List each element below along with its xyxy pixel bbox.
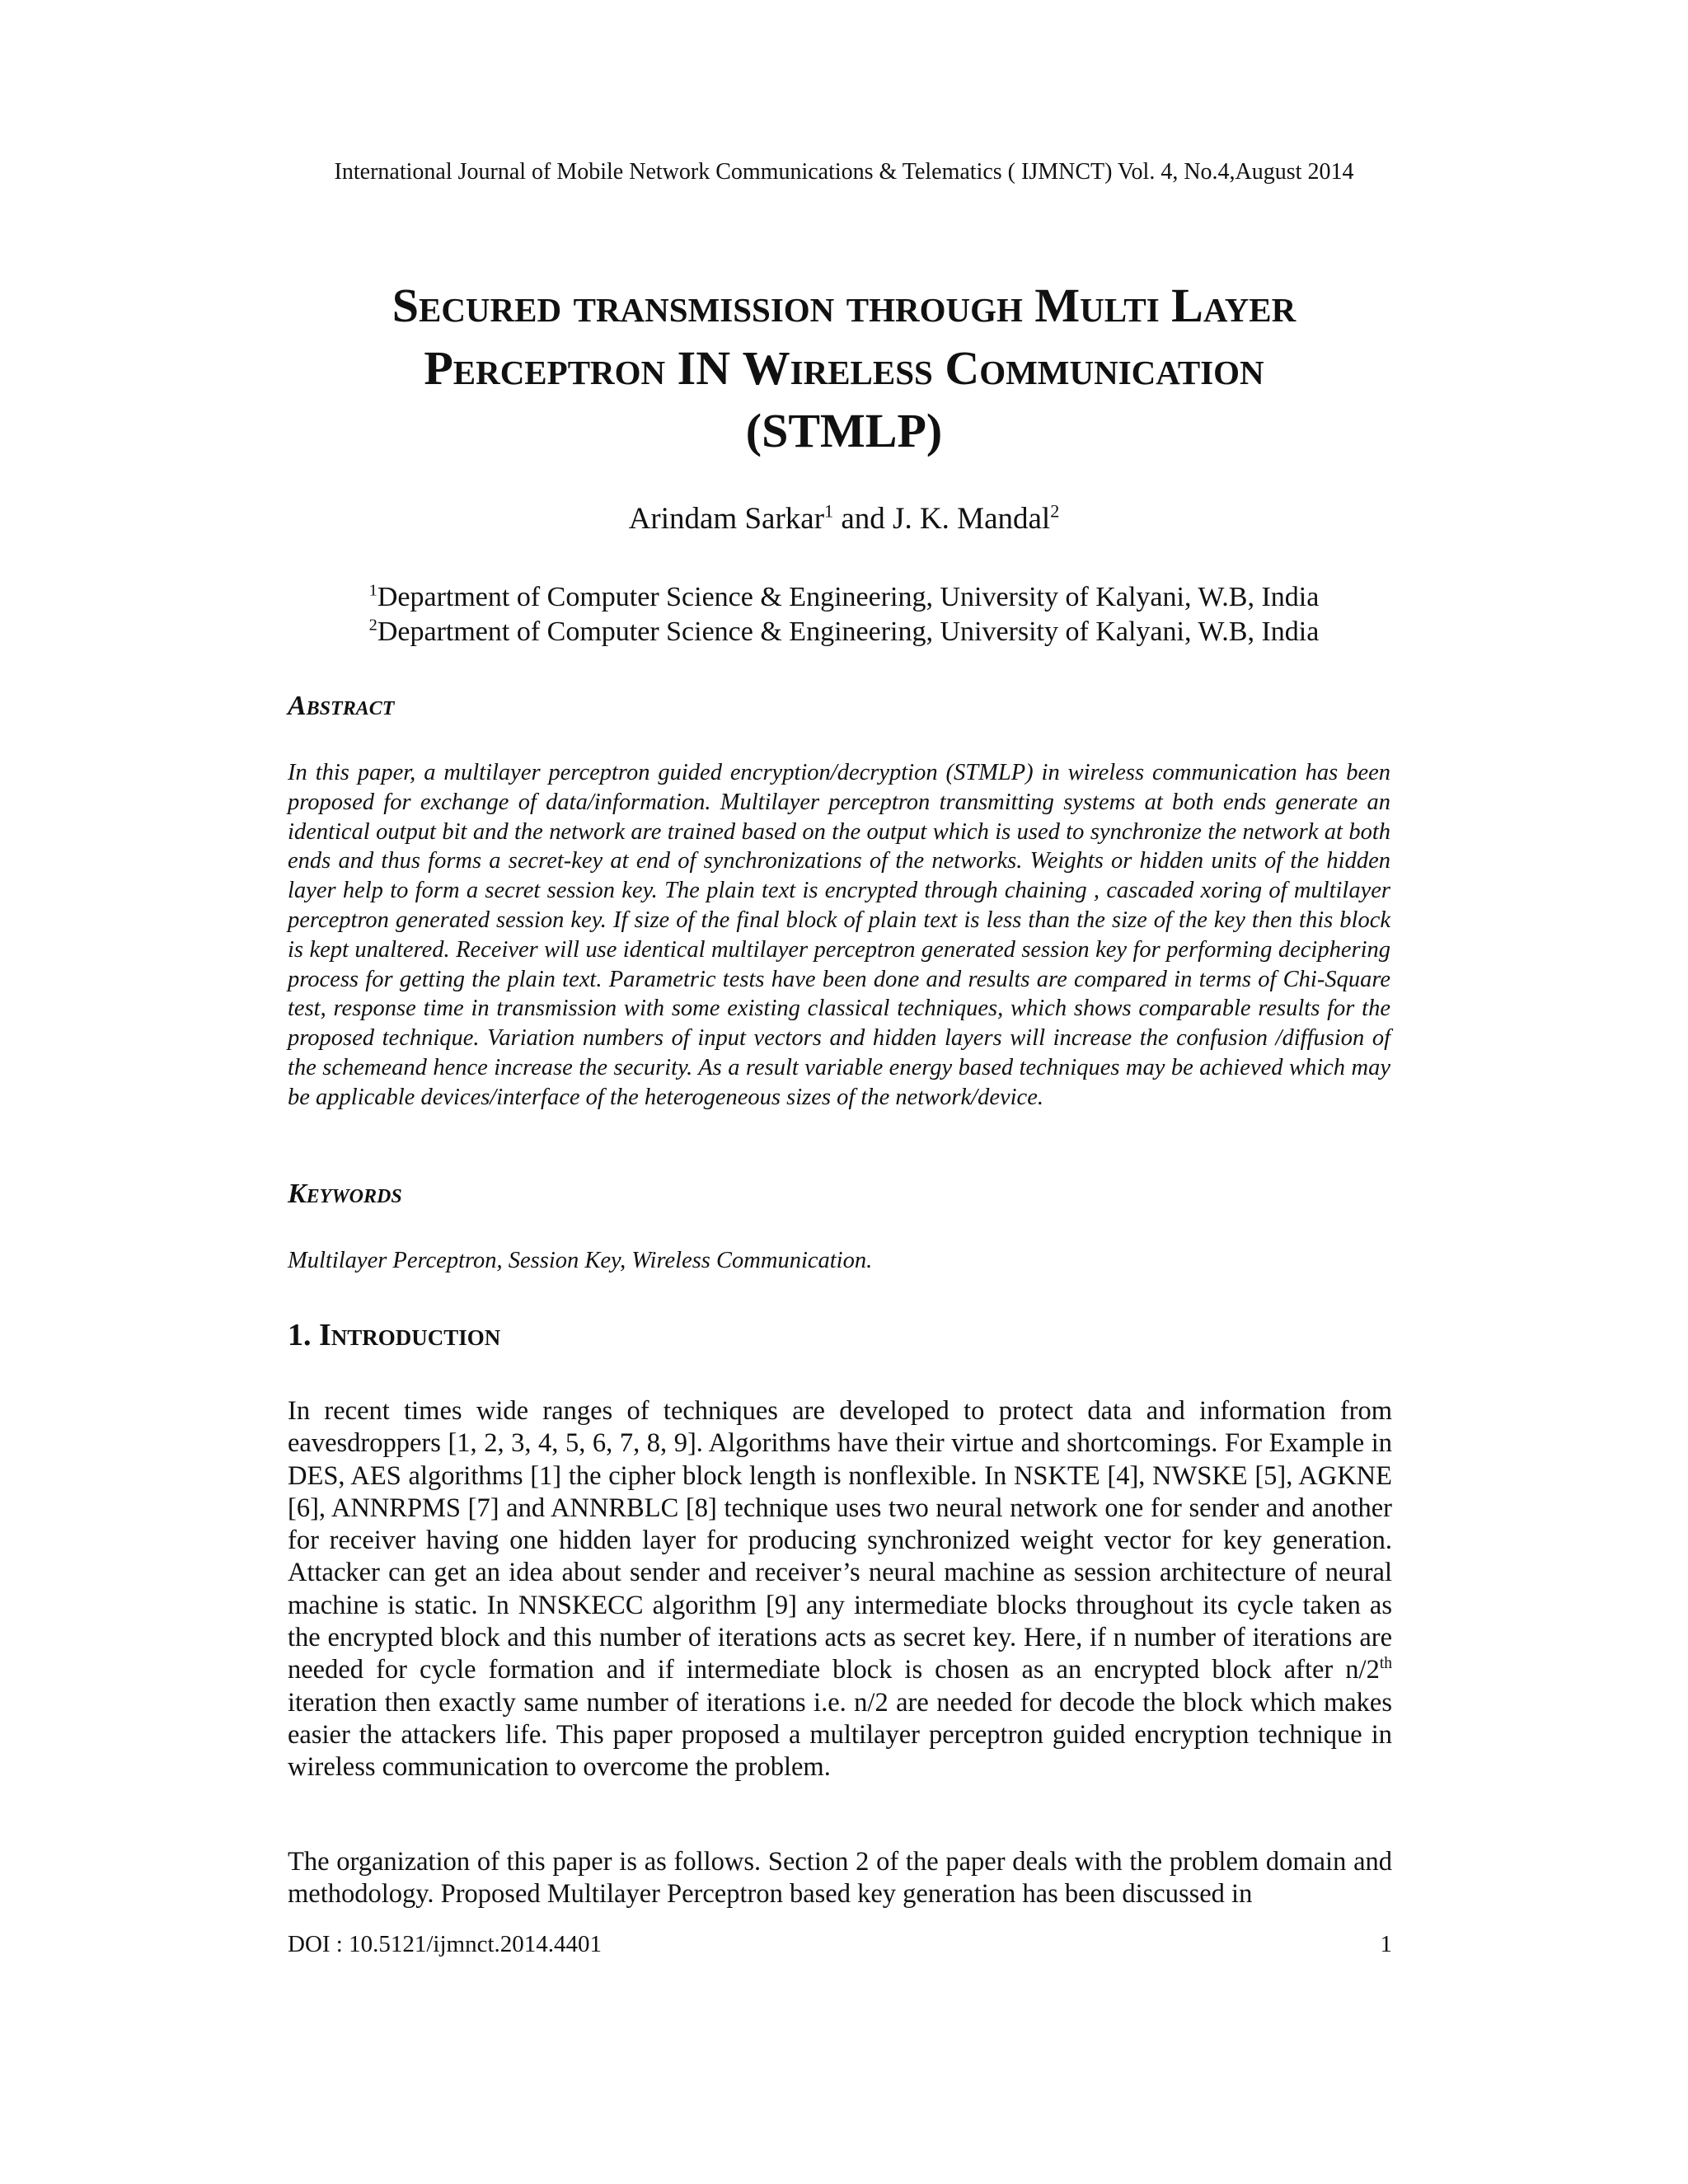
running-head: International Journal of Mobile Network Communications & Telematics ( IJMNCT) Vol. 4, No.4,August 2014 — [334, 159, 1354, 185]
introduction-paragraph-2: The organization of this paper is as follows. Section 2 of the paper deals with the problem domain and methodology. Proposed Multilayer Perceptron based key generation has been discussed in — [288, 1847, 1392, 1910]
paragraph-1-part-a: In recent times wide ranges of techniques are developed to protect data and information from eavesdroppers [1, 2, 3, 4, 5, 6, 7, 8, 9]. Algorithms have their virtue and shortcomings. For Example in DES, AES algorithms [1] the cipher block length is nonflexible. In NSKTE [4], NWSKE [5], AGKNE [6], ANNRPMS [7] and ANNRBLC [8] technique uses two neural network one for sender and another for receiver having one hidden layer for producing synchronized weight vector for key generation. Attacker can get an idea about sender and receiver’s neural machine as session architecture of neural machine is static. In NNSKECC algorithm [9] any intermediate blocks throughout its cycle taken as the encrypted block and this number of iterations acts as secret key. Here, if n number of iterations are needed for cycle formation and if intermediate block is chosen as an encrypted block after n/2 — [288, 1396, 1392, 1685]
keywords-body: Multilayer Perceptron, Session Key, Wireless Communication. — [288, 1248, 873, 1273]
title-line-3: (STMLP) — [745, 404, 943, 457]
author-2: and J. K. Mandal — [833, 502, 1051, 536]
affiliation-2-mark: 2 — [368, 616, 377, 635]
affiliation-2-text: Department of Computer Science & Engineering, University of Kalyani, W.B, India — [377, 616, 1320, 647]
title-line-2 — [0, 337, 1688, 400]
keywords-heading: Keywords — [288, 1179, 402, 1209]
introduction-title: Introduction — [319, 1318, 501, 1352]
title-line-2-part-b: IN — [677, 341, 731, 395]
ordinal-superscript: th — [1379, 1655, 1392, 1673]
doi-text: DOI : 10.5121/ijmnct.2014.4401 — [288, 1931, 603, 1957]
introduction-heading — [288, 1317, 500, 1353]
paper-title — [0, 274, 1688, 462]
affiliation-1-mark: 1 — [368, 581, 377, 600]
author-2-affil-mark: 2 — [1050, 500, 1060, 522]
affiliation-1 — [0, 582, 1688, 613]
affiliation-1-text: Department of Computer Science & Engineering, University of Kalyani, W.B, India — [377, 582, 1320, 612]
introduction-paragraph-1 — [288, 1395, 1392, 1784]
page-number: 1 — [1380, 1931, 1392, 1957]
introduction-number: 1. — [288, 1318, 312, 1352]
title-line-2-part-c: Wireless Communication — [742, 341, 1264, 395]
paragraph-1-part-b: iteration then exactly same number of iterations i.e. n/2 are needed for decode the block which makes easier the attackers life. This paper proposed a multilayer perceptron guided encryption technique in wireless communication to overcome the problem. — [288, 1687, 1392, 1783]
author-list — [0, 501, 1688, 537]
title-line-1: Secured transmission through Multi Layer — [392, 279, 1296, 332]
abstract-heading: Abstract — [288, 691, 395, 721]
abstract-body: In this paper, a multilayer perceptron guided encryption/decryption (STMLP) in wireless communication has been proposed for exchange of data/information. Multilayer perceptron transmitting systems at both ends generate an identical output bit and the network are trained based on the output which is used to synchronize the network at both ends and thus forms a secret-key at end of synchronizations of the networks. Weights or hidden units of the hidden layer help to form a secret session key. The plain text is encrypted through chaining , cascaded xoring of multilayer perceptron generated session key. If size of the final block of plain text is less than the size of the key then this block is kept unaltered. Receiver will use identical multilayer perceptron generated session key for performing deciphering process for getting the plain text. Parametric tests have been done and results are compared in terms of Chi-Square test, response time in transmission with some existing classical techniques, which shows comparable results for the proposed technique. Variation numbers of input vectors and hidden layers will increase the confusion /diffusion of the schemeand hence increase the security. As a result variable energy based techniques may be achieved which may be applicable devices/interface of the heterogeneous sizes of the network/device. — [288, 760, 1390, 1110]
affiliation-2 — [0, 616, 1688, 648]
author-1-affil-mark: 1 — [824, 500, 834, 522]
title-line-2-part-a: Perceptron — [424, 341, 666, 395]
author-1: Arindam Sarkar — [628, 502, 825, 536]
